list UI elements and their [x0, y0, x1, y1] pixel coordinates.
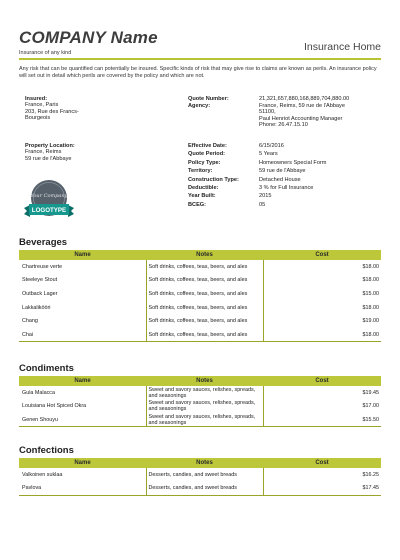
header-divider [19, 58, 381, 60]
item-cost: $18.00 [362, 304, 379, 311]
company-logo [22, 178, 78, 230]
agency-label: Agency: [188, 103, 211, 109]
property-location-block [25, 143, 175, 162]
policy-detail-row: Year Built: 2015 [188, 193, 272, 200]
property-location-line: France, Reims [25, 149, 62, 156]
item-name: Genen Shouyu [19, 413, 146, 427]
item-cost: $17.45 [263, 482, 381, 496]
insured-block [25, 96, 175, 122]
item-notes: Desserts, candies, and sweet breads [146, 468, 263, 482]
quote-number-label: Quote Number: [188, 96, 229, 102]
section-title-condiments: Condiments [19, 363, 74, 374]
item-name: Chartreuse verte [22, 263, 63, 270]
item-name: Outback Lager [22, 290, 58, 297]
intro-paragraph: Any risk that can be quantified can potentially be insured. Specific kinds of risk that may give rise to claims are known as perils. An insurance policy will set out in detail which perils are covered by the policy and which are not. [19, 66, 377, 79]
column-header-notes: Notes [146, 458, 263, 468]
logo-script-text: Your Company [30, 193, 68, 199]
item-notes: Sweet and savory sauces, relishes, spreads, and seasonings [146, 386, 263, 400]
column-header-cost: Cost [263, 376, 381, 386]
insured-line: Bourgeois [25, 115, 51, 122]
insured-line: 203, Rue des Francs- [25, 108, 79, 115]
document-title: Insurance Home [303, 41, 381, 53]
quote-number-value: 21,321,657,880,168,889,704,880.00 [259, 96, 350, 102]
confections-table [19, 458, 381, 496]
item-cost: $18.00 [362, 277, 379, 284]
item-notes: Sweet and savory sauces, relishes, spreads, and seasonings [146, 400, 263, 414]
item-name: Chai [19, 328, 146, 342]
policy-details [188, 143, 381, 210]
item-notes: Soft drinks, coffees, teas, beers, and ales [146, 314, 263, 328]
item-name: Chang [22, 318, 38, 325]
item-notes: Soft drinks, coffees, teas, beers, and ales [146, 260, 263, 274]
table-row [19, 274, 381, 288]
item-notes: Desserts, candies, and sweet breads [146, 482, 263, 496]
insured-label: Insured: [25, 96, 48, 102]
column-header-name: Name [19, 250, 146, 260]
item-notes: Soft drinks, coffees, teas, beers, and ales [146, 301, 263, 315]
item-cost: $17.00 [362, 403, 379, 410]
column-header-name: Name [19, 376, 146, 386]
item-name: Gula Malacca [22, 389, 55, 396]
table-row [19, 314, 381, 328]
column-header-name: Name [19, 458, 146, 468]
item-name: Valkoinen suklaa [22, 471, 63, 478]
section-title-beverages: Beverages [19, 237, 68, 248]
table-header-row [19, 376, 381, 386]
item-cost: $19.45 [362, 389, 379, 396]
item-cost: $16.25 [362, 471, 379, 478]
insured-line: France, Paris [25, 102, 59, 109]
property-location-label: Property Location: [25, 143, 75, 149]
table-row [19, 287, 381, 301]
table-row [19, 260, 381, 274]
company-name: COMPANY Name [19, 28, 158, 47]
table-header-row [19, 458, 381, 468]
table-row [19, 386, 381, 400]
policy-detail-row: Policy Type: Homeowners Special Form [188, 159, 327, 166]
item-cost: $18.00 [263, 328, 381, 342]
column-header-notes: Notes [146, 376, 263, 386]
item-notes: Soft drinks, coffees, teas, beers, and ales [146, 287, 263, 301]
policy-detail-row: Construction Type: Detached House [188, 176, 301, 183]
item-cost: $15.00 [362, 290, 379, 297]
policy-detail-row: Territory: 59 rue de l'Abbaye [188, 168, 306, 175]
item-cost: $19.00 [362, 318, 379, 325]
table-header-row [19, 250, 381, 260]
item-notes: Sweet and savory sauces, relishes, spreads, and seasonings [146, 413, 263, 427]
logo-text: LOGOTYPE [31, 207, 67, 214]
item-notes: Soft drinks, coffees, teas, beers, and ales [146, 274, 263, 288]
section-title-confections: Confections [19, 445, 74, 456]
table-row [19, 328, 381, 342]
table-row [19, 400, 381, 414]
column-header-cost: Cost [263, 250, 381, 260]
policy-detail-row: Effective Date: 6/15/2016 [188, 143, 284, 149]
item-name: Steeleye Stout [22, 277, 58, 284]
beverages-table [19, 250, 381, 342]
property-location-line: 59 rue de l'Abbaye [25, 155, 72, 162]
table-row [19, 301, 381, 315]
agency-value: France, Reims, 59 rue de l'Abbaye 51100, Paul Henriot Accounting Manager Phone: 26.47.15.10 [259, 103, 345, 129]
company-tagline: Insurance of any kind [19, 50, 72, 56]
item-cost: $18.00 [362, 263, 379, 270]
item-name: Pavlova [19, 482, 146, 496]
item-notes: Soft drinks, coffees, teas, beers, and ales [146, 328, 263, 342]
item-cost: $15.50 [263, 413, 381, 427]
column-header-notes: Notes [146, 250, 263, 260]
table-row [19, 468, 381, 482]
column-header-cost: Cost [263, 458, 381, 468]
item-name: Louisiana Hot Spiced Okra [22, 403, 87, 410]
policy-detail-row: Quote Period: 5 Years [188, 151, 278, 158]
condiments-table [19, 376, 381, 427]
policy-detail-row: BCEG: 05 [188, 201, 266, 208]
table-row [19, 413, 381, 427]
table-row [19, 482, 381, 496]
report-header [19, 28, 381, 56]
policy-detail-row: Deductible: 3 % for Full Insurance [188, 184, 314, 191]
item-name: Lakkalikööri [22, 304, 51, 311]
